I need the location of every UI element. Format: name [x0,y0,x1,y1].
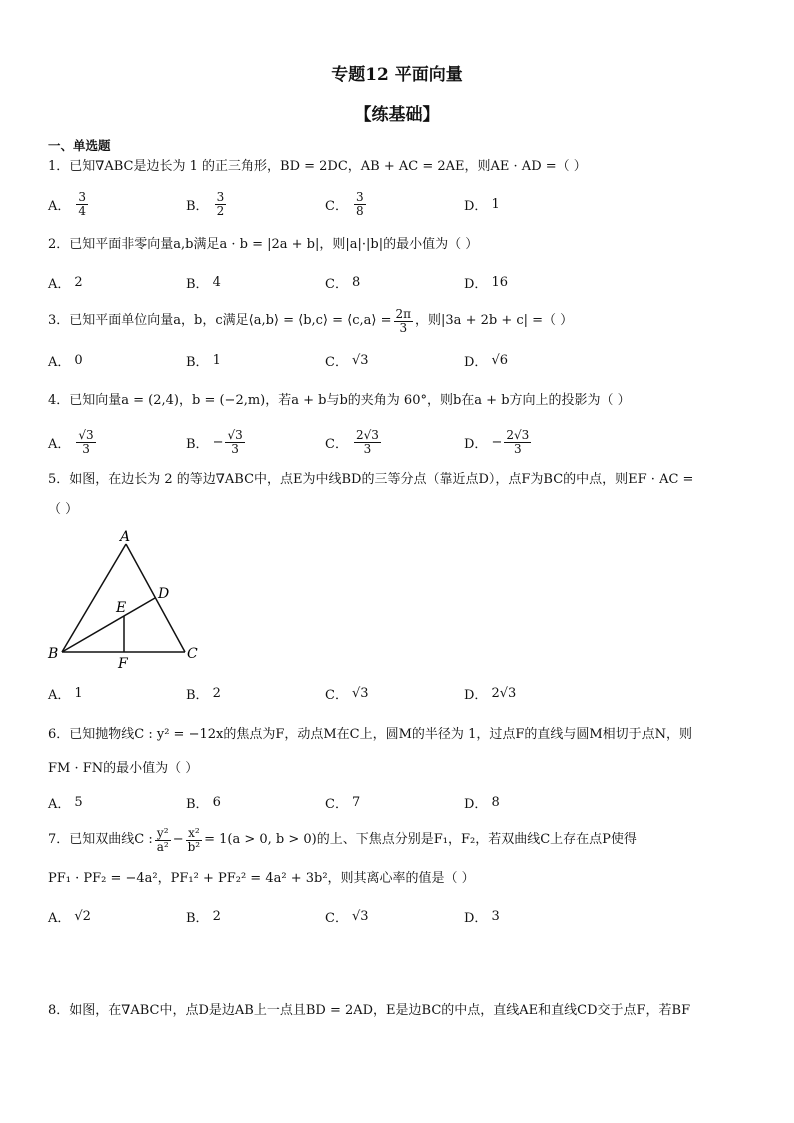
option-b: B． 2 [186,685,221,703]
label-a: A [120,529,131,545]
fraction: $\frac{\text{y²}}{\text{a²}}$ [156,825,169,854]
triangle-figure [40,528,210,673]
question-5-stem: 5．如图，在边长为 2 的等边∇ABC中，点E为中线BD的三等分点（靠近点D），点F为BC的中点，则EF · AC = [48,472,694,487]
fraction: $\frac{√3}{3}$ [227,427,243,456]
question-6-options [48,786,748,818]
triangle-diagram [40,528,210,673]
option-c: C． √3 [325,685,369,703]
option-a: A． 5 [48,794,83,812]
option-b: B． 4 [186,274,221,292]
question-5-stem-cont: （ ） [48,502,79,517]
option-b: B． 2 [186,908,221,926]
option-d: D． 8 [464,794,500,812]
option-b: B． 1 [186,352,221,370]
option-c: C． $\frac{2√3}{3}$ [325,427,379,456]
option-b: B． − $\frac{√3}{3}$ [186,427,243,456]
label-c: C [187,646,198,662]
section-heading: 一、单选题 [48,138,111,153]
fraction: $\frac{2\pi}{3}$ [395,306,412,335]
page-title: 专题12 平面向量 [331,65,463,85]
question-5-options [48,677,748,709]
label-f: F [118,656,128,672]
option-d: D． − $\frac{2√3}{3}$ [464,427,530,456]
question-8-stem: 8．如图，在∇ABC中，点D是边AB上一点且BD = 2AD，E是边BC的中点，直线AE和直线CD交于点F，若BF [48,1003,691,1018]
question-4-stem: 4．已知向量a = (2,4)，b = (−2,m)，若a + b与b的夹角为 60°，则b在a + b方向上的投影为（ ） [48,393,631,408]
option-a: A． 1 [48,685,83,703]
fraction: $\frac{3}{2}$ [216,189,225,218]
question-3-stem: 3．已知平面单位向量a，b，c满足⟨a,b⟩ = ⟨b,c⟩ = ⟨c,a⟩ = $\frac{2\pi}{3}$ ，则|3a + 2b + c| =（ ） [48,306,574,335]
question-7-stem: 7．已知双曲线C : $\frac{\text{y²}}{\text{a²}}$ − $\frac{\text{x²}}{\text{b²}}$ = 1(a > 0, b > 0)的上、下焦点分别是F₁，F₂，若双曲线C上存在点P使得 [48,825,637,854]
option-c: C． $\frac{3}{8}$ [325,189,364,218]
label-e: E [116,600,127,616]
fraction: $\frac{2√3}{3}$ [506,427,530,456]
side-ab [62,544,126,652]
question-2-options [48,266,748,298]
option-b: B． $\frac{3}{2}$ [186,189,225,218]
question-3-options [48,344,748,376]
question-1-options [48,188,748,220]
option-a: A． 0 [48,352,83,370]
question-7-options [48,900,748,932]
option-c: C． 8 [325,274,361,292]
section-subtitle: 【练基础】 [354,105,440,125]
fraction: $\frac{3}{8}$ [355,189,364,218]
option-d: D． 16 [464,274,508,292]
question-6-stem: 6．已知抛物线C : y² = −12x的焦点为F，动点M在C上，圆M的半径为 1，过点F的直线与圆M相切于点N，则 [48,727,693,742]
question-4-options [48,426,748,458]
option-d: D． 3 [464,908,500,926]
fraction: $\frac{3}{4}$ [78,189,87,218]
fraction: $\frac{\text{x²}}{\text{b²}}$ [187,825,201,854]
side-ac [126,544,185,652]
question-7-stem-cont: PF₁ · PF₂ = −4a²，PF₁² + PF₂² = 4a² + 3b²，则其离心率的值是（ ） [48,871,475,886]
option-d: D． 2√3 [464,685,517,703]
option-a: A． $\frac{√3}{3}$ [48,427,94,456]
option-d: D． 1 [464,196,500,214]
option-c: C． √3 [325,352,369,370]
option-c: C． √3 [325,908,369,926]
label-b: B [48,646,59,662]
median-bd [62,598,155,652]
label-d: D [158,586,170,602]
option-c: C． 7 [325,794,361,812]
option-a: A． 2 [48,274,83,292]
option-a: A． $\frac{3}{4}$ [48,189,87,218]
question-2-stem: 2．已知平面非零向量a,b满足a · b = |2a + b|，则|a|·|b|的最小值为（ ） [48,237,479,252]
option-b: B． 6 [186,794,221,812]
option-a: A． √2 [48,908,91,926]
question-6-stem-cont: FM · FN的最小值为（ ） [48,761,199,776]
question-1-stem: 1．已知∇ABC是边长为 1 的正三角形，BD = 2DC，AB + AC = 2AE，则AE · AD =（ ） [48,159,587,174]
fraction: $\frac{√3}{3}$ [78,427,94,456]
fraction: $\frac{2√3}{3}$ [355,427,379,456]
option-d: D． √6 [464,352,508,370]
